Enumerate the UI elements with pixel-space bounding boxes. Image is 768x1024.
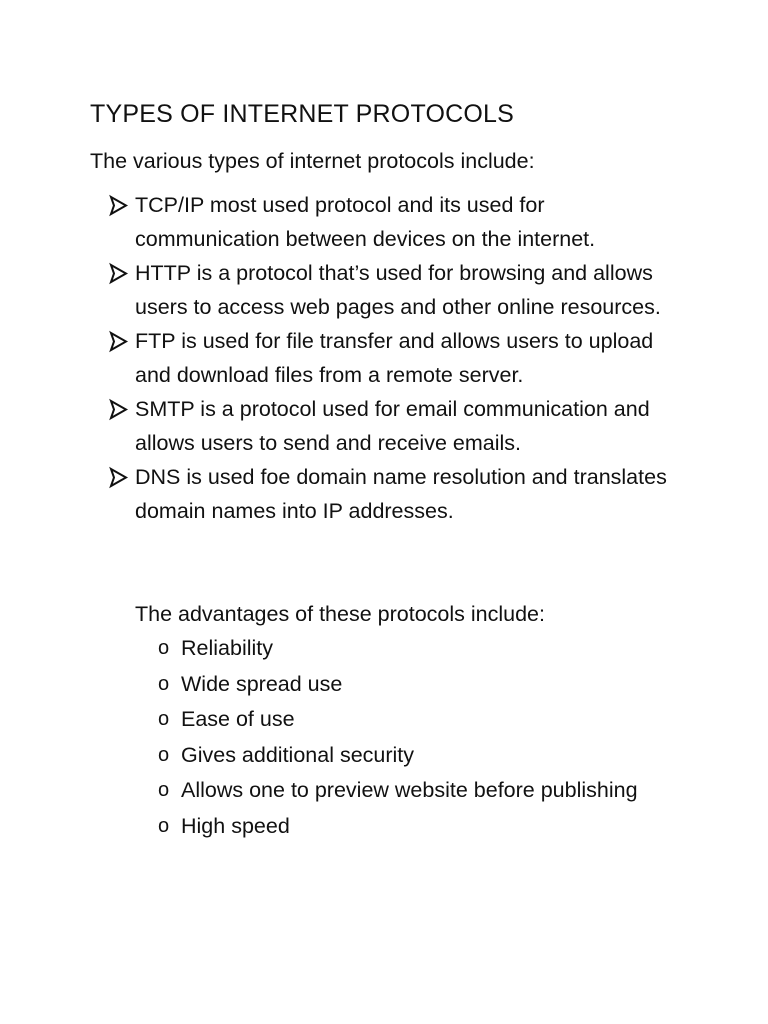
protocol-text: SMTP is a protocol used for email communication and allows users to send and receive emails. xyxy=(135,397,650,455)
list-item xyxy=(108,392,668,460)
hollow-circle-bullet-icon: o xyxy=(158,743,170,766)
list-item xyxy=(108,188,668,256)
protocol-text: HTTP is a protocol that’s used for browsing and allows users to access web pages and other online resources. xyxy=(135,261,661,319)
list-item xyxy=(158,738,638,774)
protocol-text: TCP/IP most used protocol and its used for communication between devices on the internet. xyxy=(135,193,596,251)
hollow-circle-bullet-icon: o xyxy=(158,672,170,695)
list-item xyxy=(108,324,668,392)
list-item xyxy=(158,631,638,667)
advantage-text: Gives additional security xyxy=(181,742,415,767)
hollow-circle-bullet-icon: o xyxy=(158,814,170,837)
list-item xyxy=(158,702,638,738)
advantage-text: Allows one to preview website before publishing xyxy=(181,778,638,802)
advantage-text: High speed xyxy=(181,813,290,838)
hollow-circle-bullet-icon: o xyxy=(158,708,170,730)
list-item xyxy=(108,460,668,528)
list-item xyxy=(108,256,668,324)
page-title: TYPES OF INTERNET PROTOCOLS xyxy=(90,100,514,128)
advantages-intro: The advantages of these protocols include: xyxy=(135,602,545,626)
hollow-circle-bullet-icon: o xyxy=(158,779,170,801)
advantage-text: Ease of use xyxy=(181,707,295,731)
list-item xyxy=(158,667,638,703)
arrowhead-bullet-icon xyxy=(108,460,132,494)
protocol-list xyxy=(108,188,668,528)
intro-text: The various types of internet protocols include: xyxy=(90,149,535,173)
protocol-text: FTP is used for file transfer and allows users to upload and download files from a remote server. xyxy=(135,329,654,387)
protocol-text: DNS is used foe domain name resolution and translates domain names into IP addresses. xyxy=(135,465,667,523)
advantage-text: Wide spread use xyxy=(181,671,343,696)
advantage-text: Reliability xyxy=(181,636,274,660)
list-item xyxy=(158,773,638,809)
advantages-list xyxy=(158,631,638,844)
list-item xyxy=(158,809,638,845)
hollow-circle-bullet-icon: o xyxy=(158,637,170,659)
arrowhead-bullet-icon xyxy=(108,188,132,222)
arrowhead-bullet-icon xyxy=(108,256,132,290)
arrowhead-bullet-icon xyxy=(108,392,132,426)
arrowhead-bullet-icon xyxy=(108,324,132,358)
